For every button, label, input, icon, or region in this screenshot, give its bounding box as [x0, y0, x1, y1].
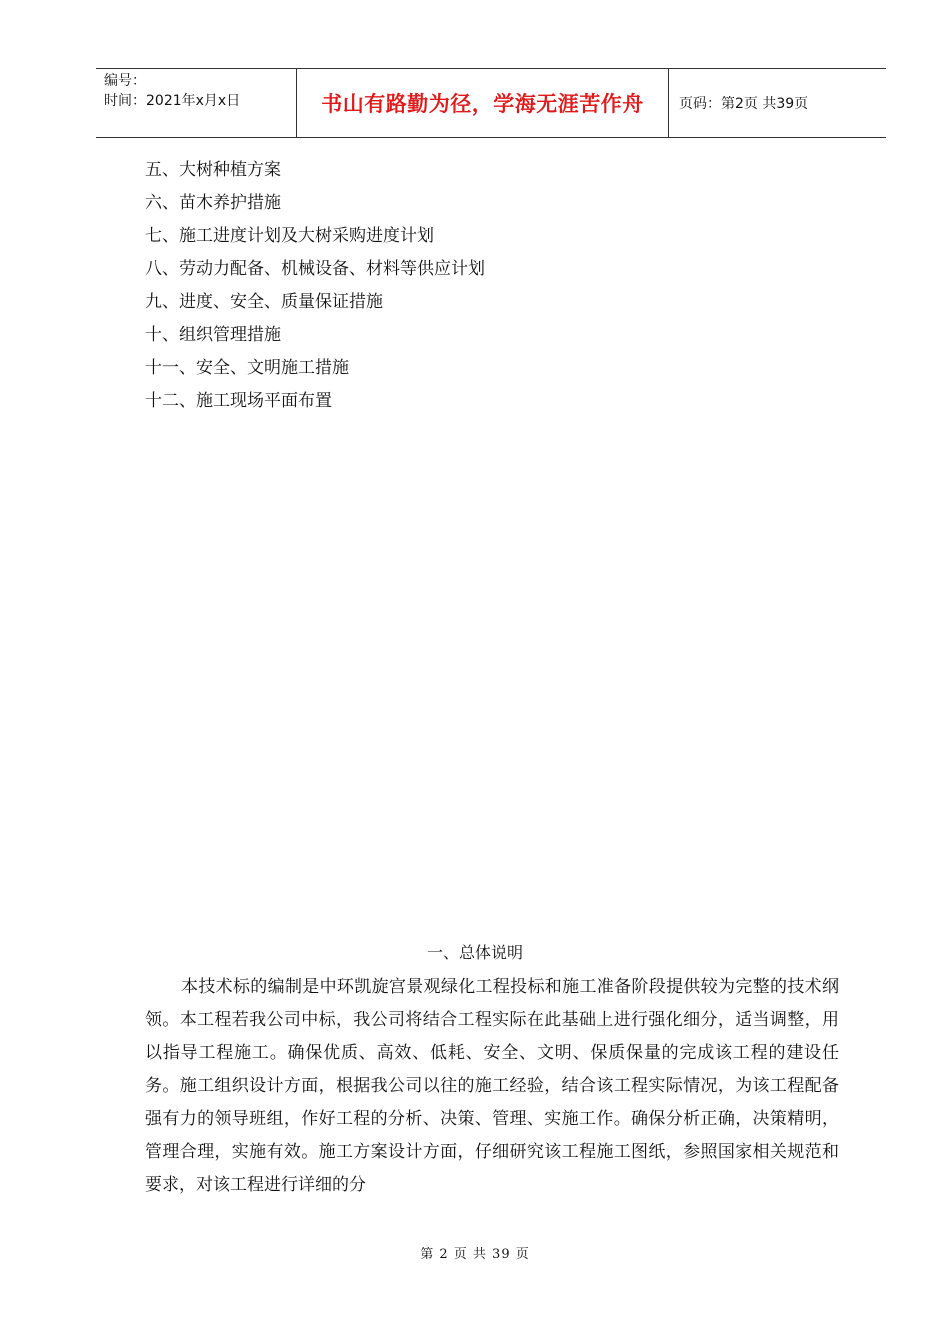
header-number-label: 编号： — [104, 73, 146, 89]
toc-item: 六、苗木养护措施 — [145, 193, 281, 213]
page-header — [96, 68, 886, 138]
section-paragraph: 本技术标的编制是中环凯旋宫景观绿化工程投标和施工准备阶段提供较为完整的技术纲领。本工程若我公司中标，我公司将结合工程实际在此基础上进行强化细分，适当调整，用以指导工程施工。确保优质、高效、低耗、安全、文明、保质保量的完成该工程的建设任务。施工组织设计方面，根据我公司以往的施工经验，结合该工程实际情况，为该工程配备强有力的领导班组，作好工程的分析、决策、管理、实施工作。确保分析正确，决策精明，管理合理，实施有效。施工方案设计方面，仔细研究该工程施工图纸，参照国家相关规范和要求，对该工程进行详细的分 — [145, 977, 839, 1195]
header-time-label: 时间：2021年x月x日 — [104, 93, 241, 109]
toc-item: 十二、施工现场平面布置 — [145, 391, 332, 411]
toc-item: 八、劳动力配备、机械设备、材料等供应计划 — [145, 259, 485, 279]
page-footer: 第 2 页 共 39 页 — [420, 1247, 530, 1262]
toc-item: 五、大树种植方案 — [145, 160, 281, 180]
header-meta — [96, 69, 297, 137]
section-title: 一、总体说明 — [426, 943, 523, 962]
toc-item: 九、进度、安全、质量保证措施 — [145, 292, 383, 312]
toc-item: 十一、安全、文明施工措施 — [145, 358, 349, 378]
toc-item: 七、施工进度计划及大树采购进度计划 — [145, 226, 434, 246]
toc-item: 十、组织管理措施 — [145, 325, 281, 345]
table-of-contents — [145, 154, 485, 418]
header-page-info: 页码：第2页 共39页 — [679, 96, 809, 112]
header-motto: 书山有路勤为径，学海无涯苦作舟 — [297, 69, 669, 137]
